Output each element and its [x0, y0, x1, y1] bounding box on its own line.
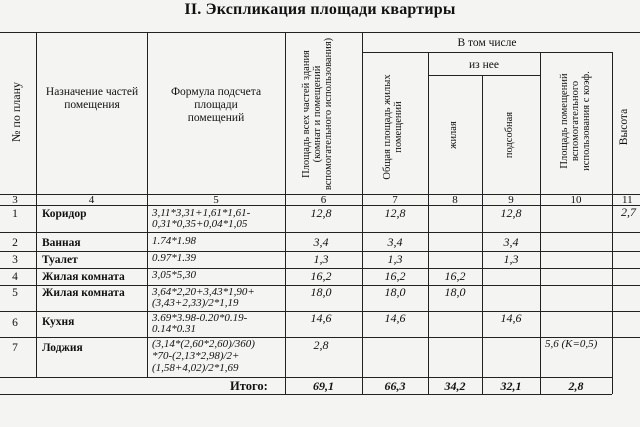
area-formula: 0.14*0.31 — [152, 324, 196, 335]
col-number: 3 — [12, 194, 18, 206]
col-number: 4 — [88, 194, 95, 206]
area-formula: 3,11*3,31+1,61*1,61- — [152, 208, 251, 219]
general-area: 18,0 — [384, 286, 406, 298]
header-plan-number: № по плану — [9, 81, 23, 143]
col-number: 5 — [213, 194, 219, 206]
room-name: Коридор — [42, 208, 87, 220]
living-area: 16,2 — [444, 270, 466, 282]
area-formula: 0,31*0,35+0,04*1,05 — [152, 219, 248, 230]
coef-area-sum: 2,8 — [568, 380, 584, 392]
room-name: Лоджия — [42, 342, 83, 354]
room-name: Жилая комната — [42, 271, 125, 283]
area-formula: 0.97*1.39 — [152, 253, 196, 264]
coef-area: 5,6 (K=0,5) — [545, 338, 598, 350]
aux-area: 3,4 — [503, 236, 519, 248]
aux-area: 12,8 — [500, 207, 522, 219]
row-number: 6 — [12, 317, 18, 329]
area-formula: (3,14*(2,60*2,60)/360) — [152, 339, 255, 350]
header-height: Высота — [618, 108, 630, 146]
aux-area: 1,3 — [503, 253, 519, 265]
header-including: В том числе — [457, 37, 517, 49]
row-number: 2 — [12, 237, 18, 249]
header-coef-area: Площадь помещений вспомогательного использования с коэф. — [559, 71, 592, 171]
height-value: 2,7 — [621, 206, 636, 218]
area-formula: *70-(2,13*2,98)/2+ — [152, 351, 240, 362]
total-area: 1,3 — [313, 253, 329, 265]
row-number: 3 — [12, 254, 18, 266]
aux-area: 14,6 — [500, 312, 522, 324]
room-name: Ванная — [42, 237, 81, 249]
col-number: 11 — [622, 194, 633, 206]
col-number: 6 — [320, 194, 327, 206]
general-area: 3,4 — [387, 236, 403, 248]
area-formula: (3,43+2,33)/2*1,19 — [152, 298, 239, 309]
total-area: 12,8 — [310, 207, 332, 219]
total-area: 16,2 — [310, 270, 332, 282]
row-number: 4 — [12, 271, 18, 283]
area-formula: (1,58+4,02)/2*1,69 — [152, 363, 239, 374]
total-area: 18,0 — [310, 286, 332, 298]
header-total-area: Площадь всех частей здания (комнат и помещений вспомогательного использования) — [301, 37, 334, 191]
area-formula: 3,05*5,30 — [152, 270, 196, 281]
row-number: 7 — [12, 342, 18, 354]
total-area: 3,4 — [313, 236, 329, 248]
header-living: жилая — [448, 121, 459, 149]
col-number: 8 — [452, 194, 458, 206]
col-number: 10 — [570, 194, 582, 206]
general-area-sum: 66,3 — [384, 380, 406, 392]
total-area: 14,6 — [310, 312, 332, 324]
general-area: 16,2 — [384, 270, 406, 282]
aux-area-sum: 32,1 — [500, 380, 522, 392]
area-formula: 1.74*1.98 — [152, 236, 196, 247]
header-purpose: Назначение частей помещения — [45, 86, 139, 111]
general-area: 1,3 — [387, 253, 403, 265]
page-title: II. Экспликация площади квартиры — [184, 1, 456, 18]
col-number: 7 — [392, 194, 398, 206]
living-area: 18,0 — [444, 286, 466, 298]
header-general-area: Общая площадь жилых помещений — [382, 74, 404, 180]
area-formula: 3.69*3.98-0.20*0.19- — [152, 313, 248, 324]
header-auxiliary: подсобная — [504, 111, 515, 159]
room-name: Кухня — [42, 316, 75, 328]
col-number: 9 — [508, 194, 514, 206]
general-area: 12,8 — [384, 207, 406, 219]
room-name: Туалет — [42, 254, 78, 266]
row-number: 1 — [12, 208, 18, 220]
living-area-sum: 34,2 — [444, 380, 466, 392]
totals-label: Итого: — [230, 380, 268, 393]
room-name: Жилая комната — [42, 287, 125, 299]
header-of-which: из нее — [469, 59, 499, 71]
total-area: 2,8 — [313, 339, 329, 351]
header-formula: Формула подсчета площади помещений — [170, 86, 262, 124]
area-formula: 3,64*2,20+3,43*1,90+ — [152, 287, 255, 298]
general-area: 14,6 — [384, 312, 406, 324]
row-number: 5 — [12, 287, 18, 299]
total-area-sum: 69,1 — [313, 380, 334, 392]
